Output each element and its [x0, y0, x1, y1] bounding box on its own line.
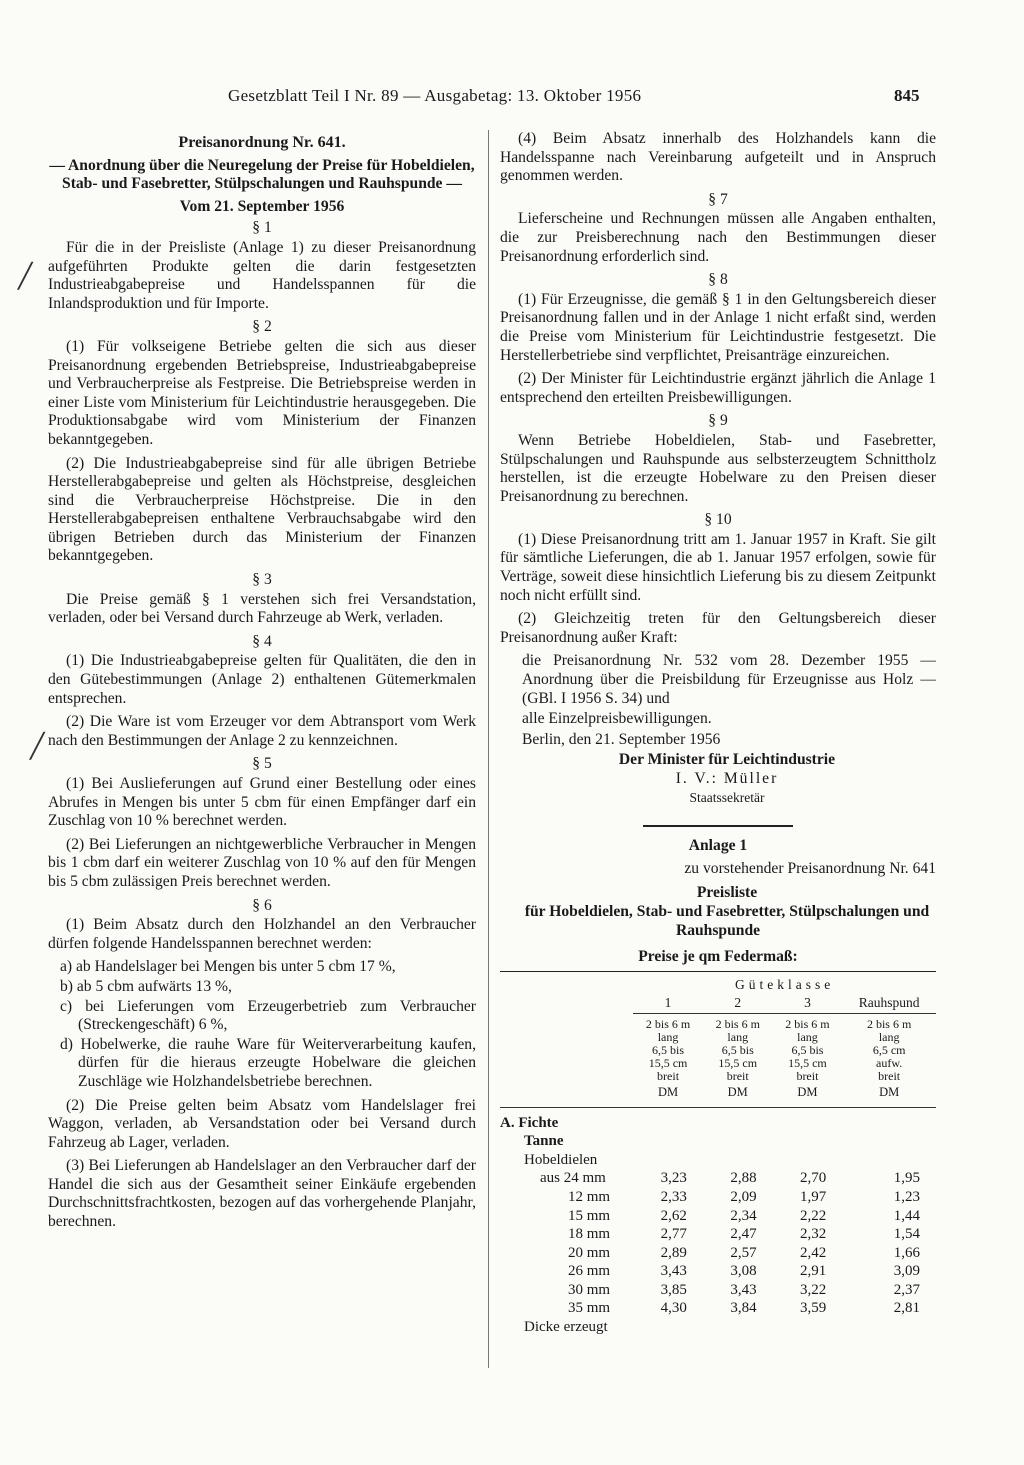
price-cell: 2,09	[730, 1188, 757, 1205]
price-cell: 4,30	[660, 1300, 687, 1317]
table-row	[500, 1299, 936, 1318]
unit-cell: DM	[657, 1084, 679, 1099]
paragraph: (2) Der Minister für Leichtindustrie ergänzt jährlich die Anlage 1 entsprechend den erteilten Preisbewilligungen.	[500, 370, 936, 406]
price-table	[500, 972, 936, 1337]
section-heading: § 6	[252, 896, 272, 914]
price-cell: 1,23	[893, 1188, 920, 1205]
price-list-subtitle: für Hobeldielen, Stab- und Fasebretter, Stülpschalungen und Rauhspunde	[524, 902, 930, 939]
place-date: Berlin, den 21. September 1956	[522, 730, 721, 748]
divider	[643, 825, 793, 827]
price-cell: 1,44	[893, 1207, 920, 1224]
column-divider	[488, 130, 489, 1368]
row-label: 18 mm	[568, 1226, 611, 1243]
paragraph: (4) Beim Absatz innerhalb des Holzhandels kann die Handelsspanne nach Vereinbarung aufgeteilt und in Anspruch genommen werden.	[500, 130, 936, 185]
price-cell: 3,85	[660, 1281, 687, 1298]
price-cell: 2,62	[660, 1207, 687, 1224]
paragraph: (1) Beim Absatz durch den Holzhandel an den Verbraucher dürfen folgende Handelsspannen berechnet werden:	[48, 916, 476, 952]
section-heading: § 2	[252, 318, 272, 336]
item-label: Hobeldielen	[524, 1151, 598, 1168]
dimension-cell: 2 bis 6 m lang 6,5 bis 15,5 cm breit	[645, 1016, 691, 1083]
page-number: 845	[894, 86, 920, 105]
table-row	[500, 1207, 936, 1226]
signatory-title: Staatssekretär	[689, 789, 765, 805]
margin-mark: ╱	[30, 732, 45, 760]
paragraph: (1) Diese Preisanordnung tritt am 1. Januar 1957 in Kraft. Sie gilt für sämtliche Lieferungen, die ab 1. Januar 1957 erfolgen, sowie für Verträge, soweit diese hinsichtlich Lieferung bis zu diesem Zeitpunkt noch nicht erfüllt sind.	[500, 530, 936, 604]
row-label: aus 24 mm	[540, 1170, 606, 1187]
price-cell: 2,33	[660, 1188, 687, 1205]
price-cell: 2,91	[800, 1263, 827, 1280]
signatory-name: I. V.: Müller	[675, 770, 779, 787]
paragraph: (1) Die Industrieabgabepreise gelten für Qualitäten, die den in den Gütebestimmungen (Anlage 2) enthaltenen Gütemerkmalen entsprechen.	[48, 652, 476, 707]
paragraph: Die Preise gemäß § 1 verstehen sich frei Versandstation, verladen, oder bei Versand durch Fahrzeuge ab Werk, verladen.	[48, 590, 476, 627]
right-column	[500, 130, 936, 1337]
dimension-cell: 2 bis 6 m lang 6,5 bis 15,5 cm breit	[785, 1016, 830, 1083]
list-item: d) Hobelwerke, die rauhe Ware für Weiterverarbeitung kaufen, dürfen für die hieraus erzeugte Hobelware die gleichen Zuschläge wie Holzhandelsbetriebe berechnen.	[60, 1035, 476, 1090]
dimension-cell: 2 bis 6 m lang 6,5 cm aufw. breit	[866, 1016, 912, 1083]
table-row	[500, 1107, 936, 1132]
ordinance-date: Vom 21. September 1956	[179, 197, 345, 215]
ordinance-number: Preisanordnung Nr. 641.	[178, 134, 346, 151]
table-row	[500, 1262, 936, 1281]
unit-cell: DM	[879, 1084, 900, 1099]
unit-cell: DM	[727, 1084, 748, 1099]
table-row	[500, 1244, 936, 1263]
paragraph: Lieferscheine und Rechnungen müssen alle Angaben enthalten, die zur Preisberechnung nach den Bestimmungen dieser Preisanordnung erforderlich sind.	[500, 210, 936, 265]
price-cell: 2,37	[893, 1281, 920, 1298]
price-cell: 2,77	[660, 1226, 687, 1243]
paragraph: (1) Für Erzeugnisse, die gemäß § 1 in den Geltungsbereich dieser Preisanordnung fallen und in der Anlage 1 nicht erfaßt sind, werden die Preise vom Ministerium für Leichtindustrie festgesetzt. Die Herstellerbetriebe sind verpflichtet, Preisanträge einzureichen.	[500, 290, 936, 364]
section-heading: § 1	[252, 219, 272, 237]
ordinance-title: — Anordnung über die Neuregelung der Preise für Hobeldielen, Stab- und Fasebretter, Stülpschalungen und Rauhspunde —	[49, 156, 475, 193]
paragraph: Wenn Betriebe Hobeldielen, Stab- und Fasebretter, Stülpschalungen und Rauhspunde aus selbsterzeugtem Schnittholz herstellen, ist die erzeugte Hobelware zu den Preisen dieser Preisanordnung zu berechnen.	[500, 431, 936, 505]
price-cell: 2,57	[730, 1244, 757, 1261]
section-heading: § 5	[252, 755, 272, 773]
price-cell: 2,34	[730, 1207, 757, 1224]
annex-subtitle: zu vorstehender Preisanordnung Nr. 641	[684, 859, 936, 877]
price-cell: 1,95	[893, 1170, 920, 1187]
row-label: 26 mm	[568, 1263, 611, 1280]
row-label: 20 mm	[568, 1244, 611, 1261]
price-cell: 3,43	[730, 1281, 757, 1298]
price-cell: 2,89	[660, 1244, 687, 1261]
table-unit-row	[500, 1083, 936, 1106]
section-label: Tanne	[524, 1133, 564, 1150]
repealed-act: alle Einzelpreisbewilligungen.	[522, 710, 712, 728]
list-item: c) bei Lieferungen vom Erzeugerbetrieb zum Verbraucher (Streckengeschäft) 6 %,	[60, 997, 476, 1034]
left-column	[48, 130, 476, 1237]
list-item: b) ab 5 cbm aufwärts 13 %,	[60, 977, 232, 995]
page-header	[0, 86, 1024, 112]
section-heading: § 8	[708, 271, 728, 289]
section-label: A. Fichte	[500, 1114, 559, 1131]
table-row	[500, 1151, 936, 1170]
section-heading: § 4	[252, 632, 272, 650]
price-cell: 2,70	[800, 1170, 827, 1187]
section-heading: § 10	[704, 511, 732, 529]
price-cell: 3,08	[730, 1263, 757, 1280]
price-cell: 2,22	[800, 1207, 827, 1224]
price-cell: 1,97	[800, 1188, 827, 1205]
repealed-act: die Preisanordnung Nr. 532 vom 28. Dezember 1955 — Anordnung über die Preisbildung für Erzeugnisse aus Holz — (GBl. I 1956 S. 34) und	[522, 652, 936, 707]
paragraph: (1) Für volkseigene Betriebe gelten die sich aus dieser Preisanordnung ergebenden Betriebspreise, Industrieabgabepreise und Verbraucherpreise als Festpreise. Die Betriebspreise werden in einer Liste vom Ministerium für Leichtindustrie herausgegeben. Die Produktionsabgabe wird vom Ministerium der Finanzen bekanntgegeben.	[48, 337, 476, 448]
table-row	[500, 1281, 936, 1300]
table-header-row	[500, 972, 936, 995]
price-cell: 3,09	[893, 1263, 920, 1280]
row-label: 30 mm	[568, 1281, 611, 1298]
paragraph: (2) Die Ware ist vom Erzeuger vor dem Abtransport vom Werk nach den Bestimmungen der Anlage 2 zu kennzeichnen.	[48, 713, 476, 749]
table-row	[500, 1188, 936, 1207]
table-row	[500, 1225, 936, 1244]
table-row	[500, 1169, 936, 1188]
price-cell: 1,54	[893, 1226, 920, 1243]
section-heading: § 7	[708, 190, 728, 208]
paragraph: (3) Bei Lieferungen ab Handelslager an den Verbraucher darf der Handel die sich aus der Gesamtheit seiner Einkäufe ergebenden Durchschnittsfrachtkosten, bezogen auf das vorhergehende Planjahr, berechnen.	[48, 1157, 476, 1231]
running-title: Gesetzblatt Teil I Nr. 89 — Ausgabetag: 13. Oktober 1956	[228, 86, 642, 105]
price-table-wrap	[500, 971, 936, 1337]
table-row	[500, 1318, 936, 1337]
row-label: 35 mm	[568, 1300, 611, 1317]
table-header-row	[500, 994, 936, 1013]
paragraph: (2) Bei Lieferungen an nichtgewerbliche Verbraucher in Mengen bis 1 cbm darf ein weiterer Zuschlag von 10 % auf den für Mengen bis 5 cbm zulässigen Preis berechnet werden.	[48, 835, 476, 890]
list-item: a) ab Handelslager bei Mengen bis unter 5 cbm 17 %,	[60, 958, 396, 976]
table-row	[500, 1132, 936, 1151]
price-unit: Preise je qm Federmaß:	[638, 948, 798, 966]
price-cell: 3,59	[800, 1300, 827, 1317]
paragraph: (1) Bei Auslieferungen auf Grund einer Bestellung oder eines Abrufes in Mengen bis unter 5 cbm für einen Empfänger darf ein Zuschlag von 10 % berechnet werden.	[48, 775, 476, 830]
margin-list	[48, 958, 476, 1091]
price-cell: 2,81	[893, 1300, 920, 1317]
dimension-cell: 2 bis 6 m lang 6,5 bis 15,5 cm breit	[715, 1016, 760, 1083]
price-cell: 2,32	[800, 1226, 827, 1243]
price-cell: 3,23	[660, 1170, 687, 1187]
price-cell: 1,66	[893, 1244, 920, 1261]
unit-cell: DM	[797, 1084, 818, 1099]
price-cell: 3,43	[660, 1263, 687, 1280]
paragraph: (2) Die Preise gelten beim Absatz vom Handelslager frei Waggon, verladen, ab Versandstation oder bei Versand durch Fahrzeug ab Lager, verladen.	[48, 1096, 476, 1151]
column-header: 3	[773, 994, 843, 1013]
price-cell: 2,47	[730, 1226, 757, 1243]
column-header: 1	[633, 994, 703, 1013]
paragraph: (2) Gleichzeitig treten für den Geltungsbereich dieser Preisanordnung außer Kraft:	[500, 610, 936, 646]
row-label: Dicke erzeugt	[524, 1319, 608, 1336]
section-heading: § 9	[708, 412, 728, 430]
column-header: Rauhspund	[842, 994, 936, 1013]
margin-mark: ╱	[18, 262, 33, 290]
table-dims-row	[500, 1013, 936, 1083]
annex-title: Anlage 1	[688, 837, 748, 855]
row-label: 12 mm	[568, 1188, 611, 1205]
price-list-title: Preisliste	[696, 884, 758, 902]
row-label: 15 mm	[568, 1207, 611, 1224]
price-cell: 2,42	[800, 1244, 827, 1261]
column-header: 2	[703, 994, 773, 1013]
price-cell: 3,22	[800, 1281, 827, 1298]
signatory-office: Der Minister für Leichtindustrie	[618, 751, 836, 769]
paragraph: Für die in der Preisliste (Anlage 1) zu dieser Preisanordnung aufgeführten Produkte gelten die darin festgesetzten Industrieabgabepreise und Handelsspannen für die Inlandsproduktion und für Importe.	[48, 238, 476, 312]
price-cell: 3,84	[730, 1300, 757, 1317]
quality-class-header: Güteklasse	[734, 976, 835, 992]
paragraph: (2) Die Industrieabgabepreise sind für alle übrigen Betriebe Herstellerabgabepreise und gelten als Höchstpreise, desgleichen sind die Verbraucherpreise Höchstpreise. Die in den Herstellerabgabepreisen enthaltene Verbrauchsabgabe wird den übrigen Betrieben durch das Ministerium der Finanzen bekanntgegeben.	[48, 454, 476, 565]
price-cell: 2,88	[730, 1170, 757, 1187]
section-heading: § 3	[252, 571, 272, 589]
